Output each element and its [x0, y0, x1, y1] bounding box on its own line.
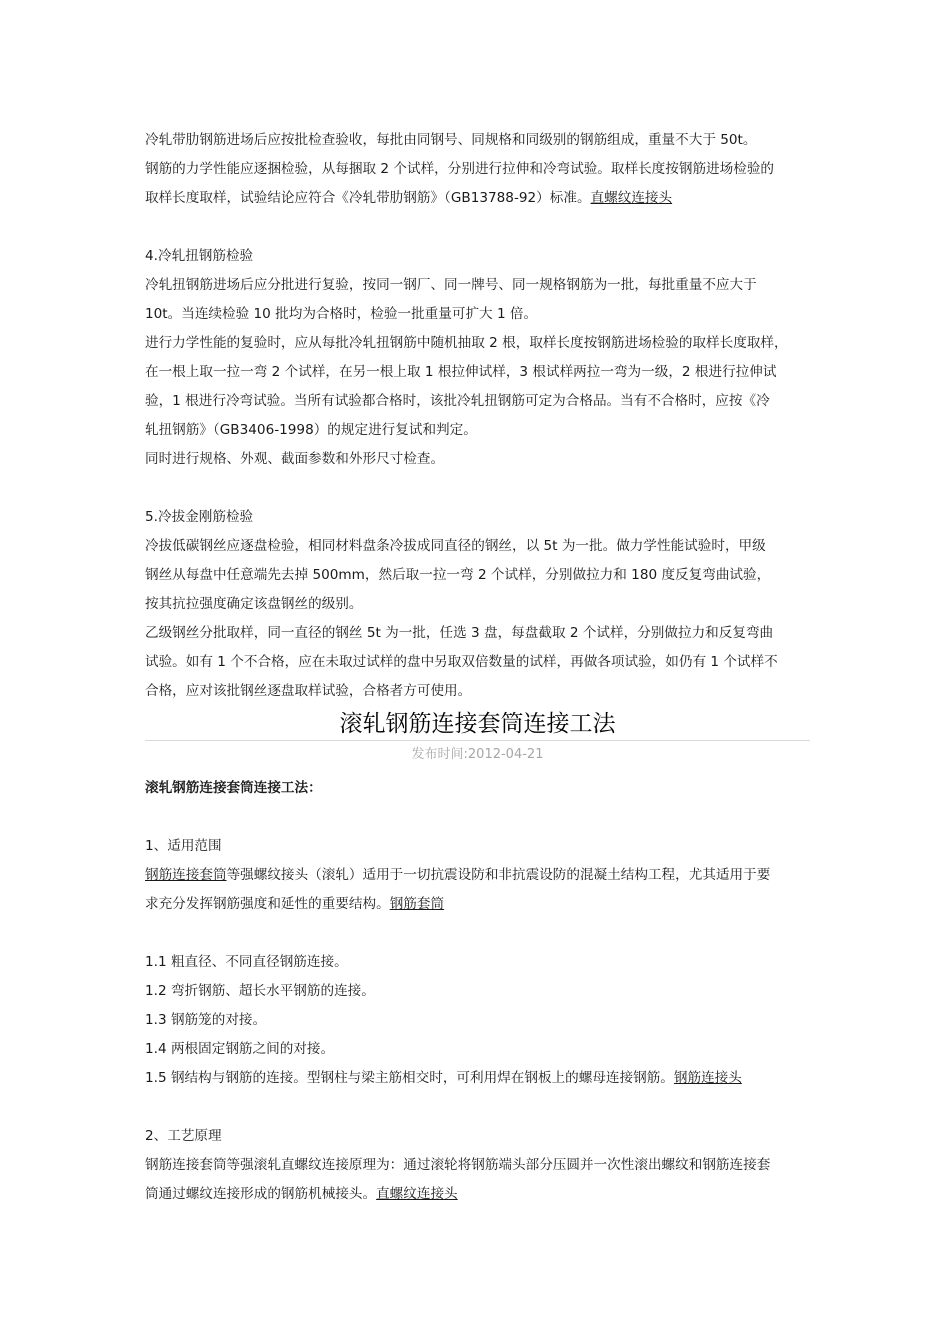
article-title: 滚轧钢筋连接套筒连接工法 — [339, 711, 616, 737]
spacer — [145, 1093, 810, 1122]
spacer — [145, 803, 810, 832]
paragraph-line: 同时进行规格、外观、截面参数和外形尺寸检查。 — [145, 451, 445, 467]
paragraph-line: 进行力学性能的复验时，应从每批冷轧扭钢筋中随机抽取 2 根，取样长度按钢筋进场检验的取样长度取样， — [145, 335, 788, 351]
document-page — [145, 126, 810, 1209]
paragraph-text: 等强螺纹接头（滚轧）适用于一切抗震设防和非抗震设防的混凝土结构工程，尤其适用于要 — [226, 867, 771, 883]
paragraph-line: 冷轧带肋钢筋进场后应按批检查验收，每批由同钢号、同规格和同级别的钢筋组成，重量不大于 50t。 — [145, 132, 757, 148]
paragraph-text: 1.5 钢结构与钢筋的连接。型钢柱与梁主筋相交时，可利用焊在钢板上的螺母连接钢筋。 — [145, 1070, 674, 1086]
paragraph-line — [145, 184, 810, 213]
link-rebar-sleeve[interactable]: 钢筋套筒 — [389, 896, 445, 912]
paragraph-text: 筒通过螺纹连接形成的钢筋机械接头。 — [145, 1186, 377, 1202]
paragraph-line: 钢筋的力学性能应逐捆检验，从每捆取 2 个试样，分别进行拉伸和冷弯试验。取样长度按钢筋进场检验的 — [145, 161, 775, 177]
paragraph-line: 冷拔低碳钢丝应逐盘检验，相同材料盘条冷拔成同直径的钢丝，以 5t 为一批。做力学性能试验时，甲级 — [145, 538, 766, 554]
list-item: 1.3 钢筋笼的对接。 — [145, 1012, 267, 1028]
paragraph-line — [145, 890, 810, 919]
paragraph-line — [145, 861, 810, 890]
section-heading: 4.冷轧扭钢筋检验 — [145, 248, 254, 264]
paragraph-line: 按其抗拉强度确定该盘钢丝的级别。 — [145, 596, 363, 612]
paragraph-line: 钢筋连接套筒等强滚轧直螺纹连接原理为：通过滚轮将钢筋端头部分压圆并一次性滚出螺纹和钢筋连接套 — [145, 1157, 771, 1173]
section-heading: 2、工艺原理 — [145, 1128, 222, 1144]
publish-date: 发布时间:2012-04-21 — [411, 747, 544, 762]
spacer — [145, 213, 810, 242]
article-header — [145, 706, 810, 774]
list-item: 1.4 两根固定钢筋之间的对接。 — [145, 1041, 335, 1057]
paragraph-line: 验，1 根进行冷弯试验。当所有试验都合格时，该批冷轧扭钢筋可定为合格品。当有不合格时，应按《冷 — [145, 393, 770, 409]
section-heading: 1、适用范围 — [145, 838, 222, 854]
paragraph-line: 10t。当连续检验 10 批均为合格时，检验一批重量可扩大 1 倍。 — [145, 306, 538, 322]
paragraph-text: 求充分发挥钢筋强度和延性的重要结构。 — [145, 896, 390, 912]
link-rebar-connector[interactable]: 钢筋连接头 — [673, 1070, 742, 1086]
link-rebar-coupler[interactable]: 钢筋连接套筒 — [145, 867, 227, 883]
list-item — [145, 1064, 810, 1093]
paragraph-line: 轧扭钢筋》（GB3406-1998）的规定进行复试和判定。 — [145, 422, 477, 438]
paragraph-line: 冷轧扭钢筋进场后应分批进行复验，按同一钢厂、同一牌号、同一规格钢筋为一批，每批重量不应大于 — [145, 277, 757, 293]
article-subheading: 滚轧钢筋连接套筒连接工法： — [145, 780, 322, 796]
paragraph-line: 试验。如有 1 个不合格，应在未取过试样的盘中另取双倍数量的试样，再做各项试验，如仍有 1 个试样不 — [145, 654, 778, 670]
paragraph-line — [145, 1180, 810, 1209]
paragraph-line: 合格，应对该批钢丝逐盘取样试验，合格者方可使用。 — [145, 683, 472, 699]
paragraph-line: 钢丝从每盘中任意端先去掉 500mm，然后取一拉一弯 2 个试样，分别做拉力和 180 度反复弯曲试验， — [145, 567, 771, 583]
paragraph-line: 在一根上取一拉一弯 2 个试样，在另一根上取 1 根拉伸试样，3 根试样两拉一弯为一级，2 根进行拉伸试 — [145, 364, 777, 380]
paragraph-text: 取样长度取样，试验结论应符合《冷轧带肋钢筋》（GB13788-92）标准。 — [145, 190, 591, 206]
spacer — [145, 474, 810, 503]
link-straight-thread-joint[interactable]: 直螺纹连接头 — [376, 1186, 458, 1202]
list-item: 1.2 弯折钢筋、超长水平钢筋的连接。 — [145, 983, 375, 999]
link-straight-thread-joint[interactable]: 直螺纹连接头 — [590, 190, 673, 206]
paragraph-line: 乙级钢丝分批取样，同一直径的钢丝 5t 为一批，任选 3 盘，每盘截取 2 个试样，分别做拉力和反复弯曲 — [145, 625, 774, 641]
list-item: 1.1 粗直径、不同直径钢筋连接。 — [145, 954, 348, 970]
spacer — [145, 919, 810, 948]
section-heading: 5.冷拔金刚筋检验 — [145, 509, 254, 525]
